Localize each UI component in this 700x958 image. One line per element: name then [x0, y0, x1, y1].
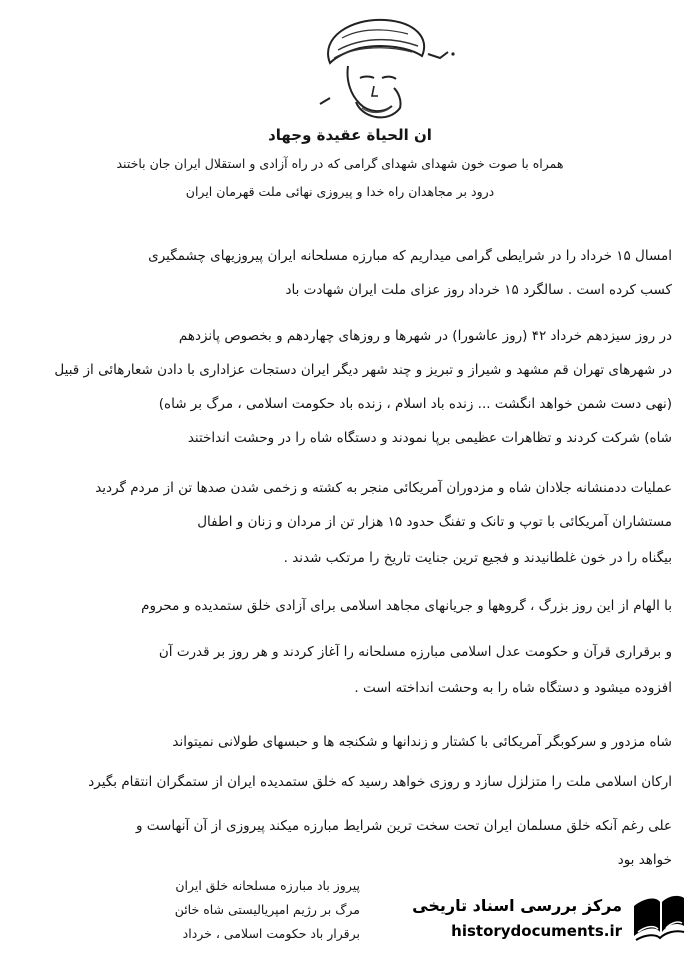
watermark-url: historydocuments.ir: [451, 922, 622, 940]
header-line: درود بر مجاهدان راه خدا و پیروزی نهائی ملت قهرمان ایران: [185, 184, 495, 199]
body-line: کسب کرده است . سالگرد ۱۵ خرداد روز عزای ملت ایران شهادت باد: [285, 282, 672, 298]
body-line: شاه) شرکت کردند و تظاهرات عظیمی برپا نمودند و دستگاه شاه را در وحشت انداختند: [187, 430, 672, 446]
body-line: خواهد بود: [617, 852, 672, 868]
document-motto: ان الحياة عقيدة وجهاد: [268, 126, 432, 144]
body-line: در شهرهای تهران قم مشهد و شیراز و تبریز و چند شهر دیگر ایران دستجات عزاداری با دادن شعارهائی از قبیل: [54, 362, 672, 378]
body-line: بیگناه را در خون غلطانیدند و فجیع ترین جنایت تاریخ را مرتکب شدند .: [283, 550, 672, 566]
body-line: امسال ۱۵ خرداد را در شرایطی گرامی میداریم که مبارزه مسلحانه ایران پیروزیهای چشمگیری: [148, 248, 672, 264]
closing-line: پیروز باد مبارزه مسلحانه خلق ایران: [175, 878, 360, 893]
portrait-emblem-icon: [290, 8, 460, 128]
body-line: در روز سیزدهم خرداد ۴۲ (روز عاشورا) در شهرها و روزهای چهاردهم و بخصوص پانزدهم: [178, 328, 672, 344]
body-line: افزوده میشود و دستگاه شاه را به وحشت انداخته است .: [354, 680, 672, 696]
body-line: (نهی دست شمن خواهد انگشت ... زنده باد اسلام ، زنده باد حکومت اسلامی ، مرگ بر شاه): [158, 396, 672, 412]
body-line: شاه مزدور و سرکوبگر آمریکائی با کشتار و زندانها و شکنجه ها و حبسهای طولانی نمیتواند: [172, 734, 672, 750]
header-line: همراه با صوت خون شهدای شهدای گرامی که در راه آزادی و استقلال ایران جان باختند: [116, 156, 564, 171]
body-line: و برقراری قرآن و حکومت عدل اسلامی مبارزه مسلحانه را آغاز کردند و هر روز بر قدرت آن: [158, 644, 672, 660]
body-line: ارکان اسلامی ملت را متزلزل سازد و روزی خواهد رسید که خلق ستمدیده ایران از ستمگران انتقام بگیرد: [88, 774, 672, 790]
body-line: با الهام از این روز بزرگ ، گروهها و جریانهای مجاهد اسلامی برای آزادی خلق ستمدیده و محروم: [141, 598, 672, 614]
watermark-title: مرکز بررسی اسناد تاریخی: [412, 896, 622, 915]
book-pages-icon: [630, 892, 686, 946]
body-line: عملیات ددمنشانه جلادان شاه و مزدوران آمریکائی منجر به کشته و زخمی شدن صدها تن از مردم گردید: [95, 480, 672, 496]
archive-watermark: [392, 888, 692, 950]
closing-line: مرگ بر رژیم امپریالیستی شاه خائن: [174, 902, 360, 917]
closing-line: برقرار باد حکومت اسلامی ، خرداد: [182, 926, 360, 941]
body-line: مستشاران آمریکائی با توپ و تانک و تفنگ حدود ۱۵ هزار تن از مردان و زنان و اطفال: [197, 514, 672, 530]
body-line: علی رغم آنکه خلق مسلمان ایران تحت سخت ترین شرایط مبارزه میکند پیروزی از آن آنهاست و: [135, 818, 672, 834]
